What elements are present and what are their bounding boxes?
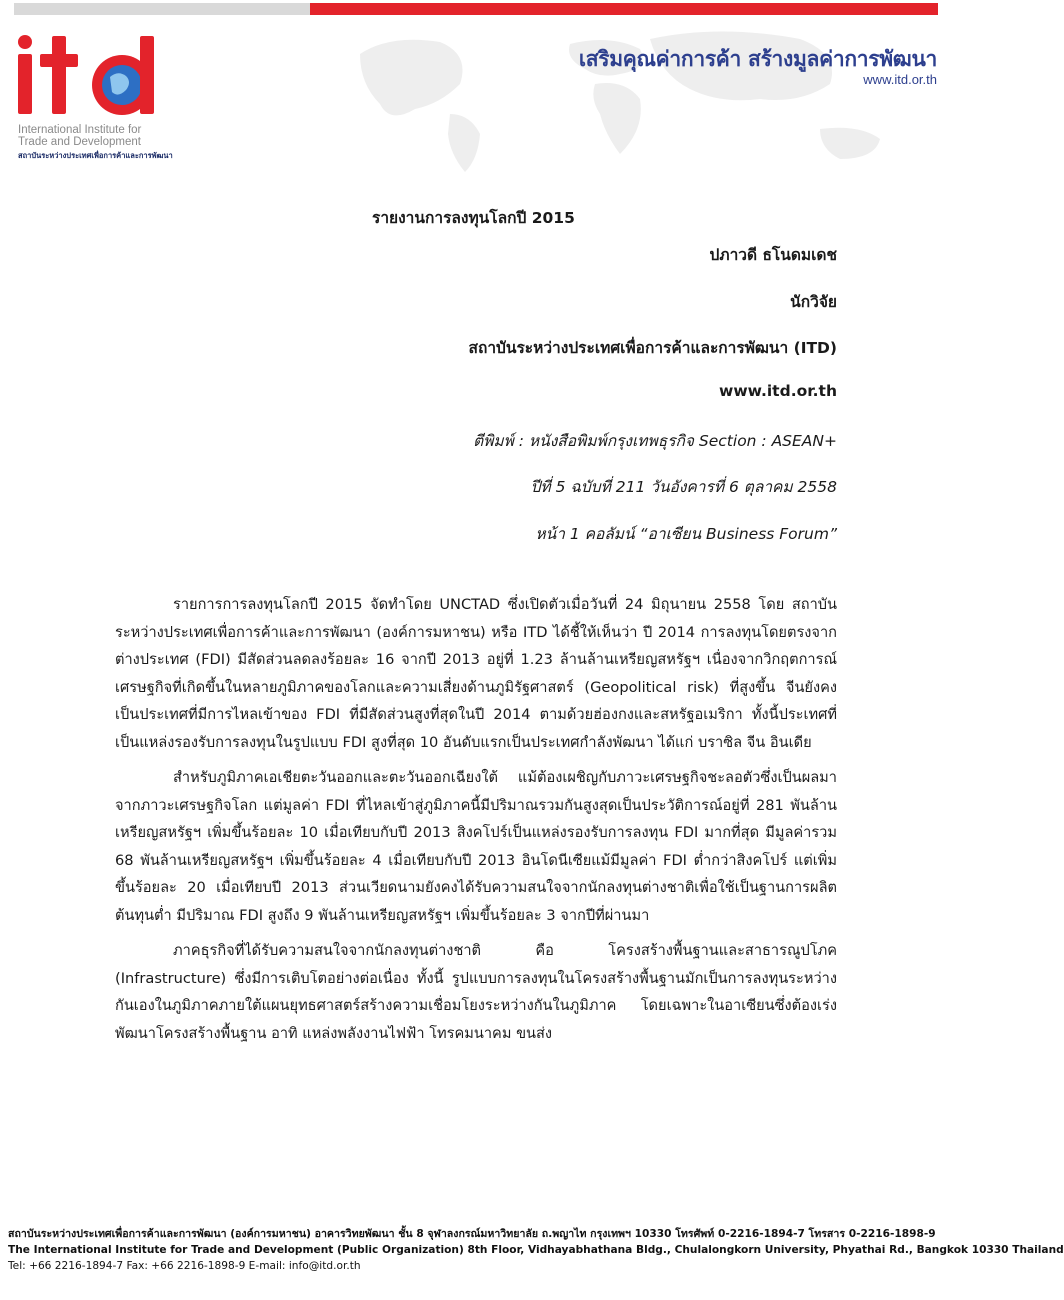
page-footer <box>8 1226 1064 1274</box>
body-paragraph-2: สำหรับภูมิภาคเอเชียตะวันออกและตะวันออกเฉียงใต้ แม้ต้องเผชิญกับภาวะเศรษฐกิจชะลอตัวซึ่งเป็นผลมาจากภาวะเศรษฐกิจโลก แต่มูลค่า FDI ที่ไหลเข้าสู่ภูมิภาคนี้มีปริมาณรวมกันสูงสุดเป็นประวัติการณ์อยู่ที่ 281 พันล้านเหรียญสหรัฐฯ เพิ่มขึ้นร้อยละ 10 เมื่อเทียบกับปี 2013 สิงคโปร์เป็นแหล่งรองรับการลงทุน FDI มากที่สุด มีมูลค่ารวม 68 พันล้านเหรียญสหรัฐฯ เพิ่มขึ้นร้อยละ 4 เมื่อเทียบกับปี 2013 อินโดนีเซียแม้มีมูลค่า FDI ต่ำกว่าสิงคโปร์ แต่เพิ่มขึ้นร้อยละ 20 เมื่อเทียบปี 2013 ส่วนเวียดนามยังคงได้รับความสนใจจากนักลงทุนต่างชาติเพื่อใช้เป็นฐานการผลิตต้นทุนต่ำ มีปริมาณ FDI สูงถึง 9 พันล้านเหรียญสหรัฐฯ เพิ่มขึ้นร้อยละ 3 จากปีที่ผ่านมา <box>115 769 837 924</box>
publication-issue: ปีที่ 5 ฉบับที่ 211 วันอังคารที่ 6 ตุลาคม 2558 <box>530 478 837 496</box>
publication-source: ตีพิมพ์ : หนังสือพิมพ์กรุงเทพธุรกิจ Section : ASEAN+ <box>473 432 837 450</box>
author-position: นักวิจัย <box>790 293 837 311</box>
logo-subtitle-line2: Trade and Development <box>18 136 141 148</box>
institute-name: สถาบันระหว่างประเทศเพื่อการค้าและการพัฒนา (ITD) <box>468 339 837 357</box>
logo-subtitle-line1: International Institute for <box>18 124 142 136</box>
header-bar-grey <box>14 3 310 15</box>
author-name: ปภาวดี ธโนดมเดช <box>709 246 837 264</box>
institute-website: www.itd.or.th <box>719 382 837 400</box>
body-paragraph-1: รายการการลงทุนโลกปี 2015 จัดทำโดย UNCTAD ซึ่งเปิดตัวเมื่อวันที่ 24 มิถุนายน 2558 โดย สถาบันระหว่างประเทศเพื่อการค้าและการพัฒนา (องค์การมหาชน) หรือ ITD ได้ชี้ให้เห็นว่า ปี 2014 การลงทุนโดยตรงจากต่างประเทศ (FDI) มีสัดส่วนลดลงร้อยละ 16 จากปี 2013 อยู่ที่ 1.23 ล้านล้านเหรียญสหรัฐฯ เนื่องจากวิกฤตการณ์เศรษฐกิจที่เกิดขึ้นในหลายภูมิภาคของโลกและความเสี่ยงด้านภูมิรัฐศาสตร์ (Geopolitical risk) ที่สูงขึ้น จีนยังคงเป็นประเทศที่มีการไหลเข้าของ FDI ที่มีสัดส่วนสูงที่สุดในปี 2014 ตามด้วยฮ่องกงและสหรัฐอเมริกา ทั้งนี้ประเทศที่เป็นแหล่งรองรับการลงทุนในรูปแบบ FDI สูงที่สุด 10 อันดับแรกเป็นประเทศกำลังพัฒนา ได้แก่ บราซิล จีน อินเดีย <box>115 596 837 751</box>
footer-contact: Tel: +66 2216-1894-7 Fax: +66 2216-1898-9 E-mail: info@itd.or.th <box>8 1260 361 1272</box>
header-url: www.itd.or.th <box>863 72 937 87</box>
world-map-watermark <box>320 14 950 174</box>
header-slogan: เสริมคุณค่าการค้า สร้างมูลค่าการพัฒนา <box>578 47 937 71</box>
body-paragraph-3: ภาคธุรกิจที่ได้รับความสนใจจากนักลงทุนต่างชาติ คือ โครงสร้างพื้นฐานและสาธารณูปโภค (Infrastructure) ซึ่งมีการเติบโตอย่างต่อเนื่อง ทั้งนี้ รูปแบบการลงทุนในโครงสร้างพื้นฐานมักเป็นการลงทุนระหว่างกันเองในภูมิภาคภายใต้แผนยุทธศาสตร์สร้างความเชื่อมโยงระหว่างกันในภูมิภาค โดยเฉพาะในอาเซียนซึ่งต้องเร่งพัฒนาโครงสร้างพื้นฐาน อาทิ แหล่งพลังงานไฟฟ้า โทรคมนาคม ขนส่ง <box>115 942 837 1042</box>
article-body <box>115 591 837 1055</box>
itd-logo-mark <box>14 32 174 122</box>
footer-thai-address: สถาบันระหว่างประเทศเพื่อการค้าและการพัฒนา (องค์การมหาชน) อาคารวิทยพัฒนา ชั้น 8 จุฬาลงกรณ์มหาวิทยาลัย ถ.พญาไท กรุงเทพฯ 10330 โทรศัพท์ 0-2216-1894-7 โทรสาร 0-2216-1898-9 <box>8 1228 936 1240</box>
logo-subtitle <box>18 124 141 148</box>
publication-column: หน้า 1 คอลัมน์ “อาเซียน Business Forum” <box>535 525 837 543</box>
document-title: รายงานการลงทุนโลกปี 2015 <box>372 209 575 227</box>
footer-english-address: The International Institute for Trade and Development (Public Organization) 8th Floor, Vidhayabhathana Bldg., Chulalongkorn University, Phyathai Rd., Bangkok 10330 Thailand <box>8 1244 1064 1256</box>
logo-thai-name: สถาบันระหว่างประเทศเพื่อการค้าและการพัฒนา <box>18 151 173 160</box>
